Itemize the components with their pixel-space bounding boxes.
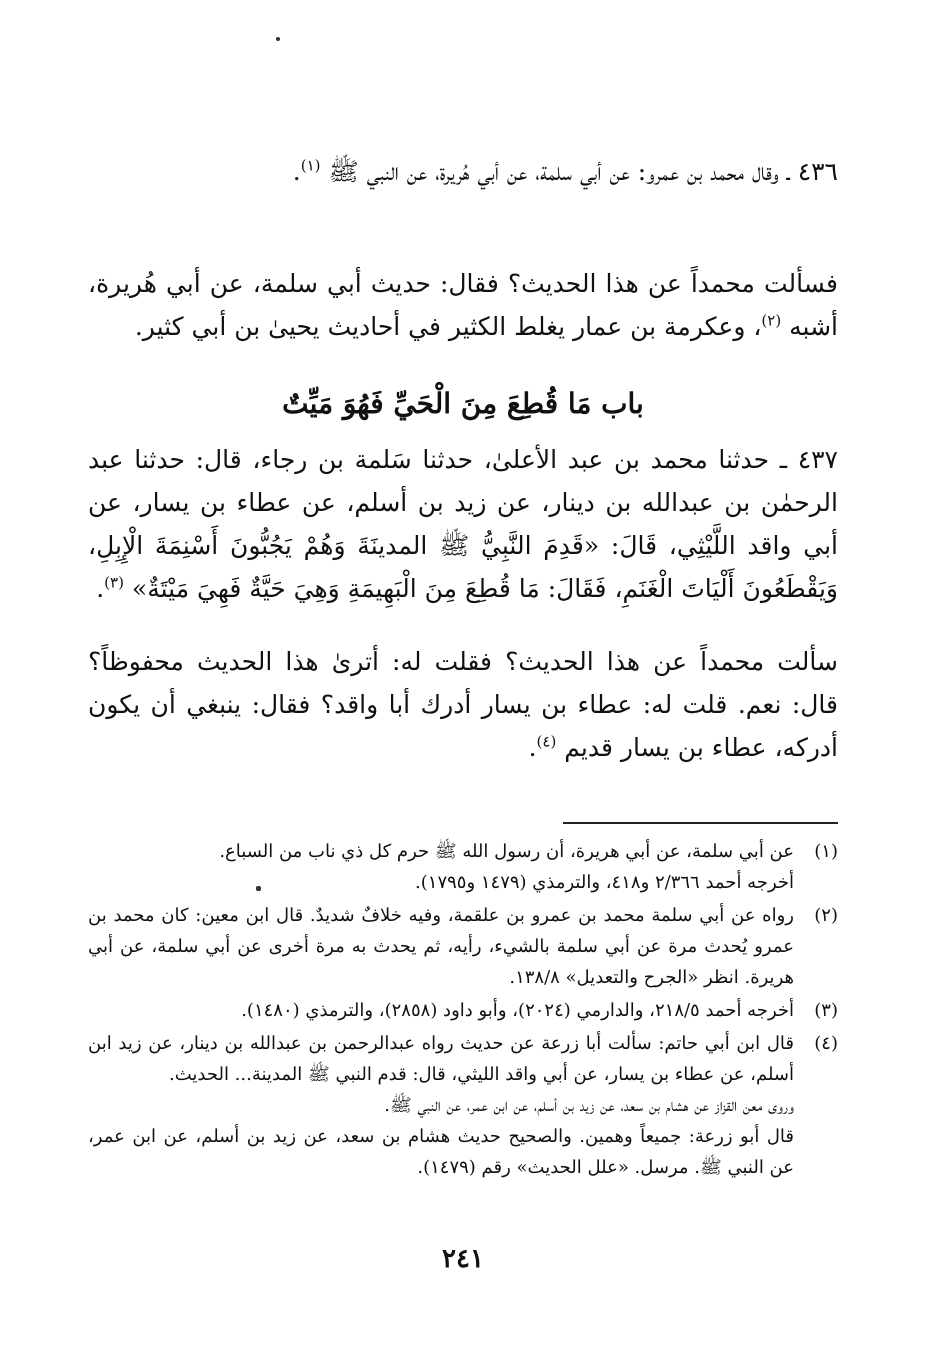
hadith-436-end: . — [292, 157, 301, 186]
footnote-line: أخرجه أحمد ٢/٣٦٦ و٤١٨، والترمذي (١٤٧٩ و١٧٩٥). — [415, 872, 794, 893]
footnote-line: عن أبي سلمة، عن أبي هريرة، أن رسول الله ﷺ حرم كل ذي ناب من السباع. — [219, 841, 794, 862]
footnote-ref-1[interactable]: (١) — [300, 156, 321, 175]
footnote-line: وروى معن القزاز عن هشام بن سعد، عن زيد بن أسلم، عن ابن عمر، عن النبي ﷺ. — [384, 1095, 794, 1116]
page-number: ٢٤١ — [442, 1244, 484, 1274]
question-436 — [88, 262, 838, 348]
chapter-title: باب مَا قُطِعَ مِنَ الْحَيِّ فَهُوَ مَيِّتٌ — [282, 387, 644, 420]
footnote-4 — [88, 1028, 838, 1183]
question-437-end: . — [528, 733, 537, 762]
hadith-437-end: . — [96, 574, 105, 603]
question-437-paragraph — [88, 640, 838, 769]
hadith-436-text: ٤٣٦ ـ وقال محمد بن عمرو: عن أبي سلمة، عن أبي هُريرة، عن النبي ﷺ — [328, 157, 838, 186]
hadith-437-paragraph — [88, 438, 838, 610]
footnote-ref-2[interactable]: (٢) — [761, 311, 782, 330]
hadith-437-text: ٤٣٧ ـ حدثنا محمد بن عبد الأعلىٰ، حدثنا سَلمة بن رجاء، قال: حدثنا عبد الرحمٰن بن عبدالله بن دينار، عن زيد بن أسلم، عن عطاء بن يسار، عن أبي واقد اللَّيْثِي، قَالَ: «قَدِمَ النَّبِيُّ ﷺ المدينَةَ وَهُمْ يَجُبُّونَ أَسْنِمَةَ الْإِبِلِ، وَيَقْطَعُونَ أَلْيَاتَ الْغَنَمِ، فَقَالَ: مَا قُطِعَ مِنَ الْبَهِيمَةِ وَهِيَ حَيَّةٌ فَهِيَ مَيْتَةٌ» — [88, 445, 838, 603]
footnote-line: رواه عن أبي سلمة محمد بن عمرو بن علقمة، وفيه خلافٌ شديدٌ. قال ابن معين: كان محمد بن عمرو يُحدث مرة عن أبي سلمة بالشيء، رأيه، ثم يحدث به مرة أخرى عن أبي سلمة، عن أبي هريرة. انظر «الجرح والتعديل» ١٣٨/٨. — [88, 905, 794, 988]
scan-speck — [276, 37, 280, 41]
footnote-number: (٣) — [814, 1000, 838, 1021]
footnote-body — [88, 900, 794, 993]
footnote-number: (٢) — [814, 905, 838, 926]
question-437 — [88, 640, 838, 769]
footnote-1 — [88, 836, 838, 898]
footnote-number: (١) — [814, 841, 838, 862]
footnote-ref-4[interactable]: (٤) — [536, 732, 557, 751]
footnote-line: قال أبو زرعة: جميعاً وهمين. والصحيح حديث هشام بن سعد، عن زيد بن أسلم، عن ابن عمر، عن النبي ﷺ. مرسل. «علل الحديث» رقم (١٤٧٩). — [88, 1126, 794, 1178]
question-436-line2-a: أشبه — [789, 312, 838, 341]
footnote-separator — [563, 822, 838, 824]
footnote-body — [88, 1028, 794, 1183]
question-436-line1: فسألت محمداً عن هذا الحديث؟ فقال: حديث أبي سلمة، عن أبي هُريرة، — [88, 269, 838, 298]
footnote-body — [88, 836, 794, 898]
footnote-2 — [88, 900, 838, 993]
footnotes — [88, 836, 838, 1185]
footnote-number: (٤) — [814, 1033, 838, 1054]
question-437-text: سألت محمداً عن هذا الحديث؟ فقلت له: أترىٰ هذا الحديث محفوظاً؟ قال: نعم. قلت له: عطاء بن يسار أدرك أبا واقد؟ فقال: ينبغي أن يكون أدركه، عطاء بن يسار قديم — [88, 647, 838, 762]
hadith-436 — [88, 150, 838, 193]
footnote-body — [88, 995, 794, 1026]
question-436-paragraph — [88, 262, 838, 348]
footnote-line: قال ابن أبي حاتم: سألت أبا زرعة عن حديث رواه عبدالرحمن بن عبدالله بن دينار، عن زيد ابن أسلم، عن عطاء بن يسار، عن أبي واقد الليثي، قال: قدم النبي ﷺ المدينة... الحديث. — [88, 1033, 794, 1085]
hadith-437 — [88, 438, 838, 610]
footnote-ref-3[interactable]: (٣) — [104, 573, 124, 592]
question-436-line2-b: ، وعكرمة بن عمار يغلط الكثير في أحاديث يحيىٰ بن أبي كثير. — [134, 312, 762, 341]
hadith-436-paragraph — [88, 150, 838, 193]
footnote-line: أخرجه أحمد ٢١٨/٥، والدارمي (٢٠٢٤)، وأبو داود (٢٨٥٨)، والترمذي (١٤٨٠). — [241, 1000, 794, 1021]
footnote-3 — [88, 995, 838, 1026]
